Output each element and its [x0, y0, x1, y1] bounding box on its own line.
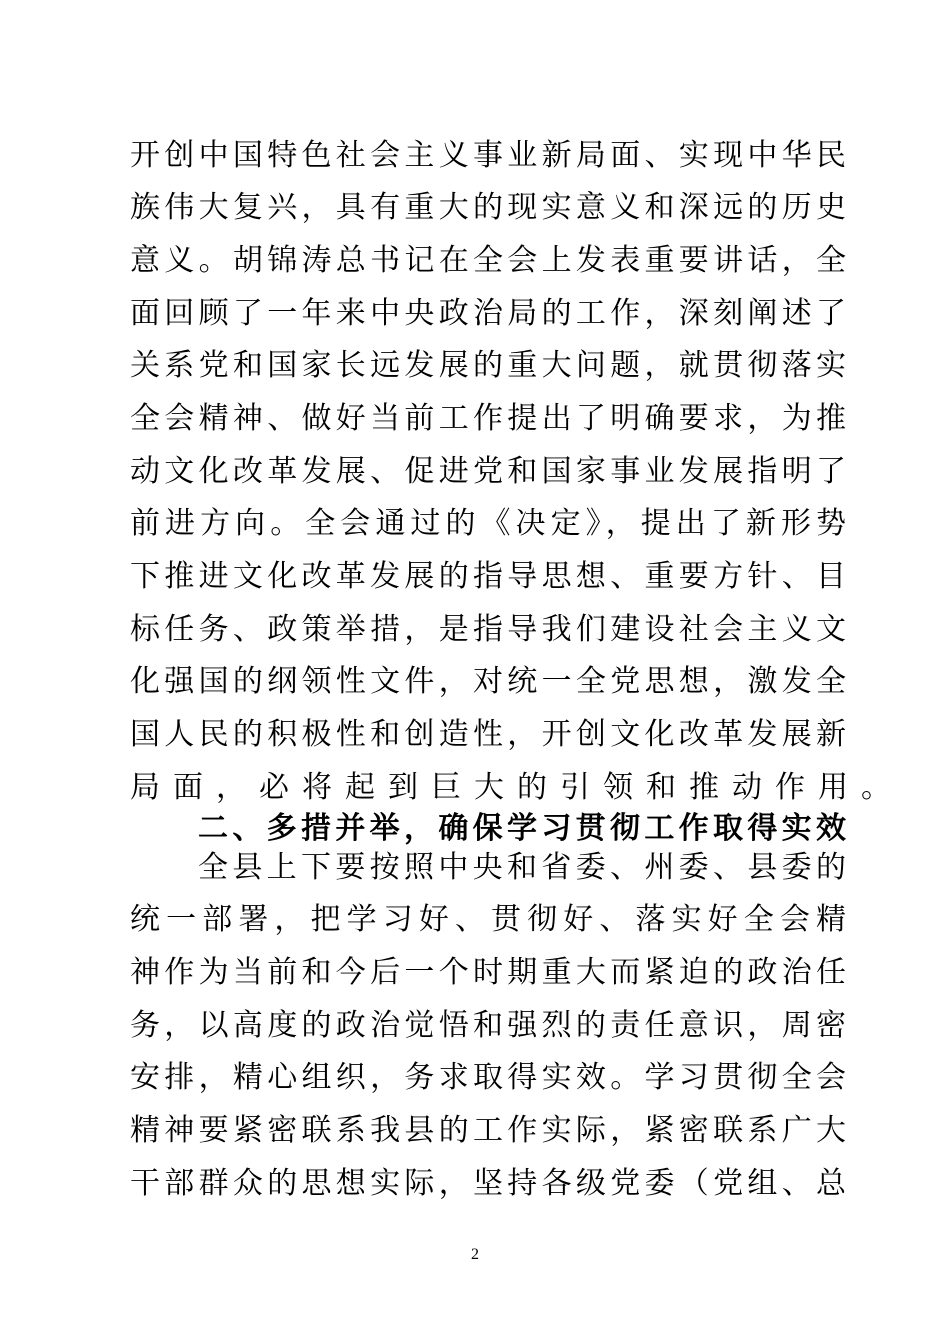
- paragraph-1-line-5: 关系党和国家长远发展的重大问题，就贯彻落实: [130, 348, 846, 383]
- paragraph-1-line-9: 下推进文化改革发展的指导思想、重要方针、目: [130, 559, 846, 594]
- section-heading: 二、多措并举，确保学习贯彻工作取得实效: [198, 811, 846, 846]
- paragraph-1-line-4: 面回顾了一年来中央政治局的工作，深刻阐述了: [130, 296, 846, 331]
- paragraph-1-line-12: 国人民的积极性和创造性，开创文化改革发展新: [130, 717, 846, 752]
- paragraph-1-line-6: 全会精神、做好当前工作提出了明确要求，为推: [130, 401, 846, 436]
- paragraph-1-line-2: 族伟大复兴，具有重大的现实意义和深远的历史: [130, 190, 846, 225]
- paragraph-1-line-10: 标任务、政策举措，是指导我们建设社会主义文: [130, 612, 846, 647]
- paragraph-1-line-3: 意义。胡锦涛总书记在全会上发表重要讲话，全: [130, 243, 846, 278]
- paragraph-1-line-8: 前进方向。全会通过的《决定》，提出了新形势: [130, 506, 846, 541]
- paragraph-1-line-13: 局面，必将起到巨大的引领和推动作用。: [130, 770, 904, 805]
- paragraph-2-line-4: 务，以高度的政治觉悟和强烈的责任意识，周密: [130, 1008, 846, 1043]
- paragraph-1-line-1: 开创中国特色社会主义事业新局面、实现中华民: [130, 138, 846, 173]
- paragraph-2-line-1: 全县上下要按照中央和省委、州委、县委的: [198, 850, 846, 885]
- page-number: 2: [471, 1246, 479, 1263]
- paragraph-2-line-5: 安排，精心组织，务求取得实效。学习贯彻全会: [130, 1060, 846, 1095]
- paragraph-2-line-3: 神作为当前和今后一个时期重大而紧迫的政治任: [130, 955, 846, 990]
- paragraph-1-line-11: 化强国的纲领性文件，对统一全党思想，激发全: [130, 664, 846, 699]
- paragraph-2-line-2: 统一部署，把学习好、贯彻好、落实好全会精: [130, 902, 846, 937]
- paragraph-2-line-6: 精神要紧密联系我县的工作实际，紧密联系广大: [130, 1113, 846, 1148]
- paragraph-2-line-7: 干部群众的思想实际，坚持各级党委（党组、总: [130, 1166, 846, 1201]
- paragraph-1-line-7: 动文化改革发展、促进党和国家事业发展指明了: [130, 454, 846, 489]
